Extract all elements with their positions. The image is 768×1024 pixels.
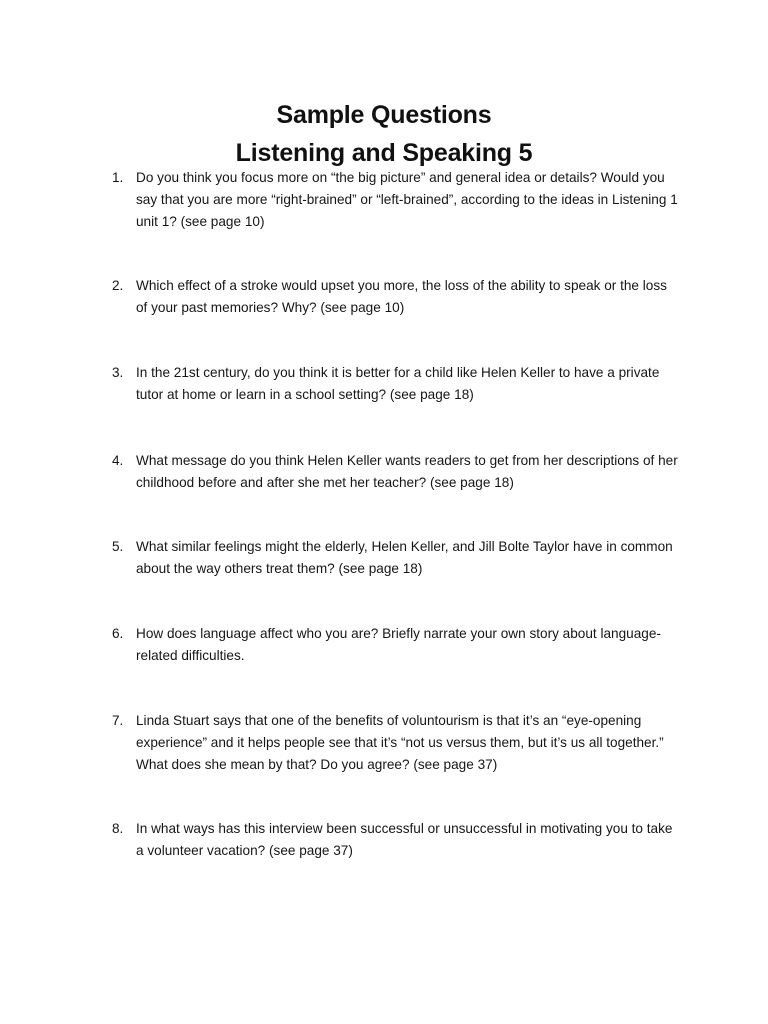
question-item-4 — [112, 450, 682, 494]
question-number: 4. — [112, 453, 124, 468]
question-number: 6. — [112, 626, 124, 641]
question-text: How does language affect who you are? Briefly narrate your own story about language-related difficulties. — [136, 626, 661, 663]
question-item-7 — [112, 710, 682, 775]
title-block — [0, 96, 768, 172]
question-text: In what ways has this interview been successful or unsuccessful in motivating you to take a volunteer vacation? (see page 37) — [136, 821, 673, 858]
question-number: 7. — [112, 713, 124, 728]
question-number: 3. — [112, 365, 124, 380]
question-number: 5. — [112, 539, 124, 554]
question-item-8 — [112, 818, 682, 862]
question-number: 8. — [112, 821, 124, 836]
question-item-1 — [112, 167, 682, 232]
question-text: Which effect of a stroke would upset you more, the loss of the ability to speak or the loss of your past memories? Why? (see page 10) — [136, 278, 667, 315]
question-item-6 — [112, 623, 682, 667]
question-text: In the 21st century, do you think it is better for a child like Helen Keller to have a private tutor at home or learn in a school setting? (see page 18) — [136, 365, 660, 402]
page-title: Sample Questions — [276, 101, 492, 129]
question-number: 2. — [112, 278, 124, 293]
question-item-2 — [112, 275, 682, 319]
question-text: Linda Stuart says that one of the benefits of voluntourism is that it’s an “eye-opening experience” and it helps people see that it’s “not us versus them, but it’s us all together.” What does she mean by that? Do you agree? (see page 37) — [136, 713, 664, 772]
question-text: Do you think you focus more on “the big picture” and general idea or details? Would you say that you are more “right-brained” or “left-brained”, according to the ideas in Listening 1 unit 1? (see page 10) — [136, 170, 678, 229]
page-subtitle: Listening and Speaking 5 — [235, 139, 533, 167]
question-item-3 — [112, 362, 682, 406]
question-text: What message do you think Helen Keller wants readers to get from her descriptions of her childhood before and after she met her teacher? (see page 18) — [136, 453, 678, 490]
question-item-5 — [112, 536, 682, 580]
question-text: What similar feelings might the elderly, Helen Keller, and Jill Bolte Taylor have in common about the way others treat them? (see page 18) — [136, 539, 673, 576]
question-number: 1. — [112, 170, 124, 185]
